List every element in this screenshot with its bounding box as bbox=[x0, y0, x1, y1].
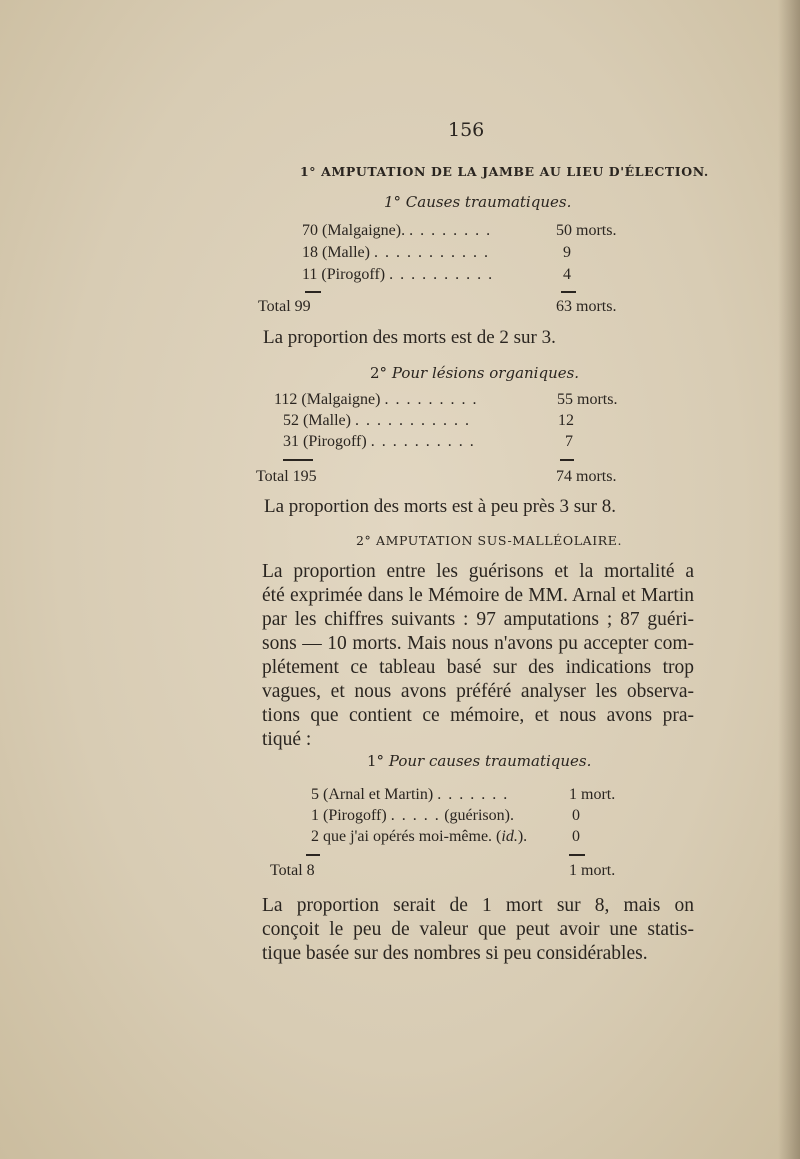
proportion-statement: La proportion des morts est à peu près 3 sur 8. bbox=[264, 496, 616, 517]
table-row: 31 (Pirogoff) . . . . . . . . . . bbox=[283, 433, 476, 450]
total-value: 1 mort. bbox=[569, 862, 616, 879]
paragraph-line: plétement ce tableau basé sur des indications trop bbox=[262, 657, 694, 678]
paragraph-line: tions que contient ce mémoire, et nous avons pra- bbox=[262, 705, 694, 726]
table-row: 11 (Pirogoff) . . . . . . . . . . bbox=[302, 266, 494, 283]
section-heading-2: 2° AMPUTATION SUS-MALLÉOLAIRE. bbox=[356, 533, 623, 548]
table-row-value: 1 mort. bbox=[569, 786, 616, 803]
table-row: 2 que j'ai opérés moi-même. (id.). bbox=[311, 828, 528, 845]
page-gutter-shadow bbox=[778, 0, 800, 1159]
sum-rule bbox=[561, 291, 576, 293]
paragraph-line: tiqué : bbox=[262, 729, 312, 750]
table-row-value: 55 morts. bbox=[557, 391, 618, 408]
table-row: 70 (Malgaigne). . . . . . . . . bbox=[302, 222, 492, 239]
closing-line: La proportion serait de 1 mort sur 8, mais on bbox=[262, 895, 694, 916]
subheading-causes-traumatiques: 1° Causes traumatiques. bbox=[384, 193, 572, 211]
sum-rule bbox=[569, 854, 585, 856]
total-label: Total 195 bbox=[256, 468, 317, 485]
closing-line: tique basée sur des nombres si peu considérables. bbox=[262, 943, 648, 964]
total-value: 63 morts. bbox=[556, 298, 617, 315]
total-label: Total 99 bbox=[258, 298, 311, 315]
sum-rule bbox=[306, 854, 320, 856]
total-label: Total 8 bbox=[270, 862, 315, 879]
page-number: 156 bbox=[448, 119, 485, 141]
closing-line: conçoit le peu de valeur que peut avoir une statis- bbox=[262, 919, 694, 940]
paragraph-line: vagues, et nous avons préféré analyser les observa- bbox=[262, 681, 694, 702]
sum-rule bbox=[560, 459, 574, 461]
table-row-value: 4 bbox=[563, 266, 571, 283]
total-value: 74 morts. bbox=[556, 468, 617, 485]
sum-rule bbox=[283, 459, 313, 461]
paragraph-line: par les chiffres suivants : 97 amputations ; 87 guéri- bbox=[262, 609, 694, 630]
table-row-value: 0 bbox=[572, 807, 580, 824]
table-row-value: 0 bbox=[572, 828, 580, 845]
table-row: 18 (Malle) . . . . . . . . . . . bbox=[302, 244, 490, 261]
table-row: 5 (Arnal et Martin) . . . . . . . bbox=[311, 786, 509, 803]
sum-rule bbox=[305, 291, 321, 293]
paragraph-line: La proportion entre les guérisons et la mortalité a bbox=[262, 561, 694, 582]
table-row: 52 (Malle) . . . . . . . . . . . bbox=[283, 412, 471, 429]
paragraph-line: sons — 10 morts. Mais nous n'avons pu accepter com- bbox=[262, 633, 694, 654]
table-row-value: 50 morts. bbox=[556, 222, 617, 239]
paragraph-line: été exprimée dans le Mémoire de MM. Arnal et Martin bbox=[262, 585, 694, 606]
subheading-lesions-organiques: 2° Pour lésions organiques. bbox=[370, 364, 580, 382]
table-row-value: 7 bbox=[565, 433, 573, 450]
section-heading-1: 1° AMPUTATION DE LA JAMBE AU LIEU D'ÉLECTION. bbox=[300, 164, 709, 179]
proportion-statement: La proportion des morts est de 2 sur 3. bbox=[263, 327, 556, 348]
subheading-causes-traumatiques-2: 1° Pour causes traumatiques. bbox=[367, 752, 592, 770]
table-row-value: 12 bbox=[558, 412, 574, 429]
table-row: 1 (Pirogoff) . . . . . (guérison). bbox=[311, 807, 514, 824]
table-row: 112 (Malgaigne) . . . . . . . . . bbox=[274, 391, 478, 408]
table-row-value: 9 bbox=[563, 244, 571, 261]
